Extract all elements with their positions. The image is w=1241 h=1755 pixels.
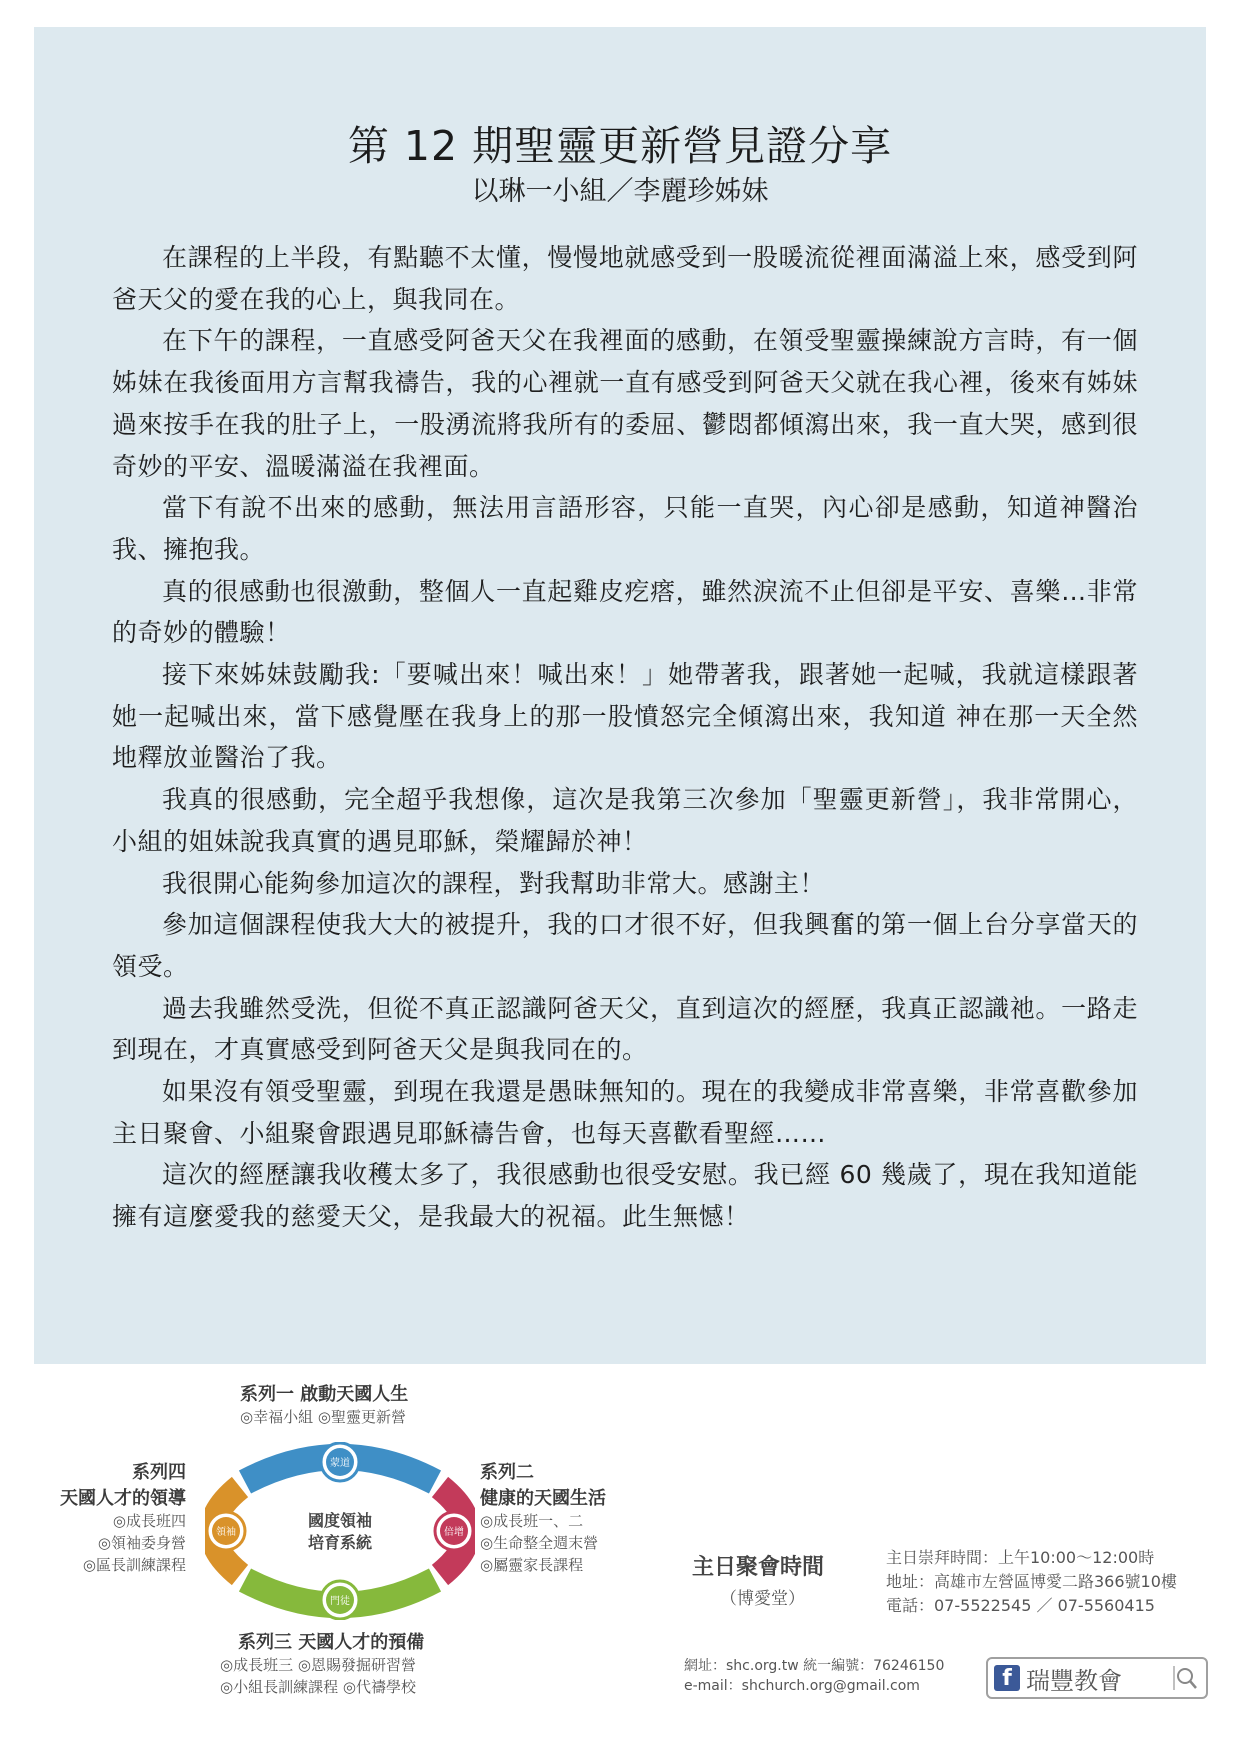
email-link[interactable]: e-mail：shchurch.org@gmail.com xyxy=(684,1678,920,1694)
worship-subtitle: （博愛堂） xyxy=(720,1589,805,1609)
contact-info xyxy=(684,1656,944,1696)
facebook-label: 瑞豐教會 xyxy=(1026,1667,1122,1695)
paragraph: 這次的經歷讓我收穫太多了，我很感動也很受安慰。我已經 60 幾歲了，現在我知道能擁有這麼愛我的慈愛天父，是我最大的祝福。此生無憾！ xyxy=(112,1160,1138,1232)
facebook-search-box[interactable] xyxy=(986,1657,1208,1699)
facebook-icon: f xyxy=(994,1665,1020,1691)
article-panel xyxy=(34,27,1206,1364)
paragraph: 接下來姊妹鼓勵我:「要喊出來！喊出來！」她帶著我，跟著她一起喊，我就這樣跟著她一起喊出來，當下感覺壓在我身上的那一股憤怒完全傾瀉出來，我知道 神在那一天全然地釋放並醫治了我。 xyxy=(112,660,1138,773)
series3-block xyxy=(220,1628,424,1698)
cycle-node-label: 倍增 xyxy=(444,1527,464,1538)
series2-block xyxy=(480,1458,606,1576)
series3-heading: 系列三 天國人才的預備 xyxy=(238,1632,425,1653)
worship-title: 主日聚會時間 xyxy=(692,1555,825,1580)
series1-block xyxy=(240,1380,408,1428)
series3-item: ◎小組長訓練課程 ◎代禱學校 xyxy=(220,1678,416,1696)
paragraph: 我很開心能夠參加這次的課程，對我幫助非常大。感謝主！ xyxy=(162,868,826,898)
worship-time: 主日崇拜時間：上午10:00～12:00時 xyxy=(886,1548,1155,1567)
leadership-cycle-diagram xyxy=(205,1442,475,1620)
series2-item: ◎屬靈家長課程 xyxy=(480,1556,584,1574)
paragraph: 真的很感動也很激動，整個人一直起雞皮疙瘩，雖然淚流不止但卻是平安、喜樂…非常的奇妙的體驗！ xyxy=(112,576,1138,648)
series4-heading: 系列四 xyxy=(132,1462,186,1483)
series4-block xyxy=(40,1458,186,1576)
series2-item: ◎成長班一、二 xyxy=(480,1512,584,1530)
paragraph: 當下有說不出來的感動，無法用言語形容，只能一直哭，內心卻是感動，知道神醫治我、擁抱我。 xyxy=(112,493,1138,564)
series4-item: ◎領袖委身營 xyxy=(97,1534,186,1552)
series2-heading: 系列二 xyxy=(480,1462,534,1483)
series3-item: ◎成長班三 ◎恩賜發掘研習營 xyxy=(220,1656,416,1674)
paragraph: 過去我雖然受洗，但從不真正認識阿爸天父，直到這次的經歷，我真正認識祂。一路走到現在，才真實感受到阿爸天父是與我同在的。 xyxy=(112,993,1138,1065)
series4-item: ◎區長訓練課程 xyxy=(82,1556,186,1574)
search-icon[interactable] xyxy=(1172,1665,1198,1691)
footer xyxy=(0,1380,1241,1700)
series4-subheading: 天國人才的領導 xyxy=(60,1488,186,1509)
article-byline: 以琳一小組／李麗珍姊妹 xyxy=(471,176,769,207)
cycle-center-line1: 國度領袖 xyxy=(307,1511,373,1530)
series4-item: ◎成長班四 xyxy=(112,1512,186,1530)
series1-item: ◎幸福小組 ◎聖靈更新營 xyxy=(240,1408,406,1426)
article-title: 第 12 期聖靈更新營見證分享 xyxy=(347,122,893,170)
series2-item: ◎生命整全週末營 xyxy=(480,1534,599,1552)
church-phone: 電話：07-5522545 ／ 07-5560415 xyxy=(886,1596,1155,1615)
paragraph: 參加這個課程使我大大的被提升，我的口才很不好，但我興奮的第一個上台分享當天的領受。 xyxy=(112,910,1138,981)
article-body xyxy=(112,237,1138,1238)
paragraph: 我真的很感動，完全超乎我想像，這次是我第三次參加「聖靈更新營」，我非常開心，小組的姐妹說我真實的遇見耶穌，榮耀歸於神！ xyxy=(112,785,1138,856)
worship-info xyxy=(886,1546,1177,1618)
website-link[interactable]: 網址：shc.org.tw 統一編號：76246150 xyxy=(684,1658,945,1674)
cycle-node-label: 領袖 xyxy=(216,1527,236,1538)
cycle-node-label: 蒙道 xyxy=(330,1458,350,1469)
series1-heading: 系列一 啟動天國人生 xyxy=(240,1384,409,1405)
paragraph: 在課程的上半段，有點聽不太懂，慢慢地就感受到一股暖流從裡面滿溢上來，感受到阿爸天父的愛在我的心上，與我同在。 xyxy=(112,243,1138,314)
cycle-node-label: 門徒 xyxy=(330,1596,350,1607)
church-address: 地址：高雄市左營區博愛二路366號10樓 xyxy=(886,1572,1177,1591)
paragraph: 如果沒有領受聖靈，到現在我還是愚昧無知的。現在的我變成非常喜樂，非常喜歡參加主日聚會、小組聚會跟遇見耶穌禱告會，也每天喜歡看聖經…… xyxy=(112,1077,1138,1148)
series2-subheading: 健康的天國生活 xyxy=(480,1488,606,1509)
cycle-center-line2: 培育系統 xyxy=(307,1533,373,1552)
paragraph: 在下午的課程，一直感受阿爸天父在我裡面的感動，在領受聖靈操練說方言時，有一個姊妹在我後面用方言幫我禱告，我的心裡就一直有感受到阿爸天父就在我心裡，後來有姊妹過來按手在我的肚子上，一股湧流將我所有的委屈、鬱悶都傾瀉出來，我一直大哭，感到很奇妙的平安、溫暖滿溢在我裡面。 xyxy=(112,326,1138,481)
